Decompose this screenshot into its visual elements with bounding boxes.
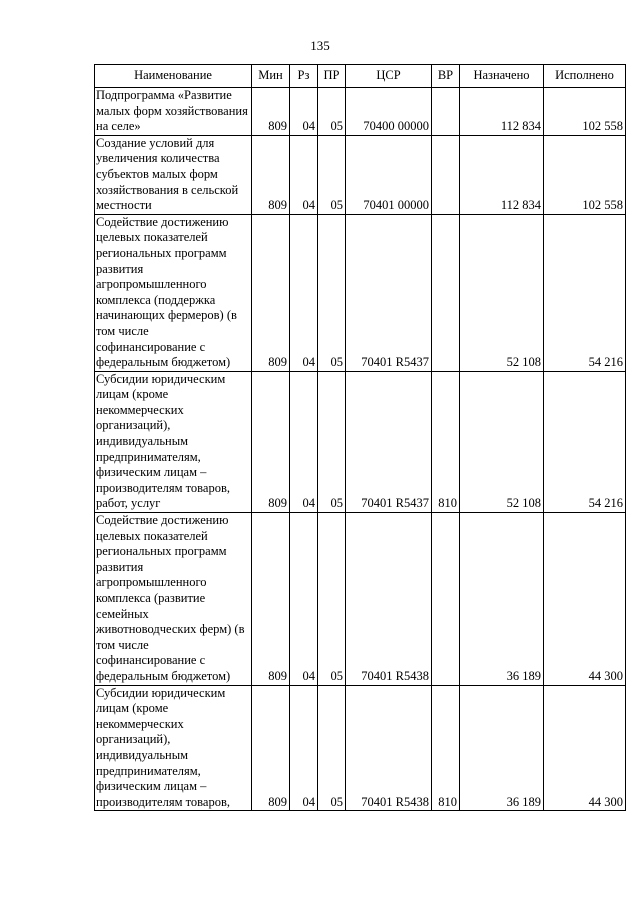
row-vr: 810	[432, 685, 460, 811]
page-number: 135	[310, 38, 330, 53]
row-vr: 810	[432, 371, 460, 512]
row-rz: 04	[290, 513, 318, 686]
row-name: Содействие достижению целевых показателей региональных программ развития агропромышленного комплекса (поддержка начинающих фермеров) (в том числе софинансирование с федеральным бюджетом)	[95, 214, 252, 371]
header-vr: ВР	[432, 65, 460, 88]
row-csr: 70400 00000	[346, 88, 432, 136]
row-name: Подпрограмма «Развитие малых форм хозяйствования на селе»	[95, 88, 252, 136]
header-min: Мин	[252, 65, 290, 88]
row-pr: 05	[318, 685, 346, 811]
row-min: 809	[252, 513, 290, 686]
header-name: Наименование	[95, 65, 252, 88]
row-csr: 70401 R5438	[346, 513, 432, 686]
row-assigned: 52 108	[460, 371, 544, 512]
row-assigned: 52 108	[460, 214, 544, 371]
table-row	[95, 214, 626, 371]
budget-table	[94, 64, 626, 811]
row-rz: 04	[290, 88, 318, 136]
table-row	[95, 88, 626, 136]
row-executed: 44 300	[544, 685, 626, 811]
row-min: 809	[252, 214, 290, 371]
row-min: 809	[252, 135, 290, 214]
header-assigned: Назначено	[460, 65, 544, 88]
header-pr: ПР	[318, 65, 346, 88]
row-min: 809	[252, 88, 290, 136]
row-pr: 05	[318, 513, 346, 686]
row-executed: 102 558	[544, 88, 626, 136]
row-csr: 70401 R5437	[346, 214, 432, 371]
row-rz: 04	[290, 685, 318, 811]
row-pr: 05	[318, 135, 346, 214]
header-rz: Рз	[290, 65, 318, 88]
table-row	[95, 135, 626, 214]
row-vr	[432, 135, 460, 214]
row-min: 809	[252, 371, 290, 512]
row-executed: 54 216	[544, 214, 626, 371]
row-assigned: 36 189	[460, 513, 544, 686]
row-vr	[432, 214, 460, 371]
row-rz: 04	[290, 135, 318, 214]
row-assigned: 112 834	[460, 135, 544, 214]
row-assigned: 36 189	[460, 685, 544, 811]
table-row	[95, 513, 626, 686]
row-name: Субсидии юридическим лицам (кроме некоммерческих организаций), индивидуальным предпринимателям, физическим лицам – производителям товаров, работ, услуг	[95, 371, 252, 512]
row-rz: 04	[290, 371, 318, 512]
row-pr: 05	[318, 214, 346, 371]
row-executed: 54 216	[544, 371, 626, 512]
table-row	[95, 371, 626, 512]
row-csr: 70401 R5437	[346, 371, 432, 512]
table-row	[95, 685, 626, 811]
header-csr: ЦСР	[346, 65, 432, 88]
row-assigned: 112 834	[460, 88, 544, 136]
row-executed: 44 300	[544, 513, 626, 686]
row-vr	[432, 88, 460, 136]
row-vr	[432, 513, 460, 686]
row-name: Субсидии юридическим лицам (кроме некоммерческих организаций), индивидуальным предпринимателям, физическим лицам – производителям товаров,	[95, 685, 252, 811]
row-executed: 102 558	[544, 135, 626, 214]
row-name: Создание условий для увеличения количества субъектов малых форм хозяйствования в сельской местности	[95, 135, 252, 214]
row-min: 809	[252, 685, 290, 811]
row-csr: 70401 00000	[346, 135, 432, 214]
row-pr: 05	[318, 88, 346, 136]
row-csr: 70401 R5438	[346, 685, 432, 811]
row-name: Содействие достижению целевых показателей региональных программ развития агропромышленного комплекса (развитие семейных животноводческих ферм) (в том числе софинансирование с федеральным бюджетом)	[95, 513, 252, 686]
row-rz: 04	[290, 214, 318, 371]
row-pr: 05	[318, 371, 346, 512]
table-header-row	[95, 65, 626, 88]
header-executed: Исполнено	[544, 65, 626, 88]
